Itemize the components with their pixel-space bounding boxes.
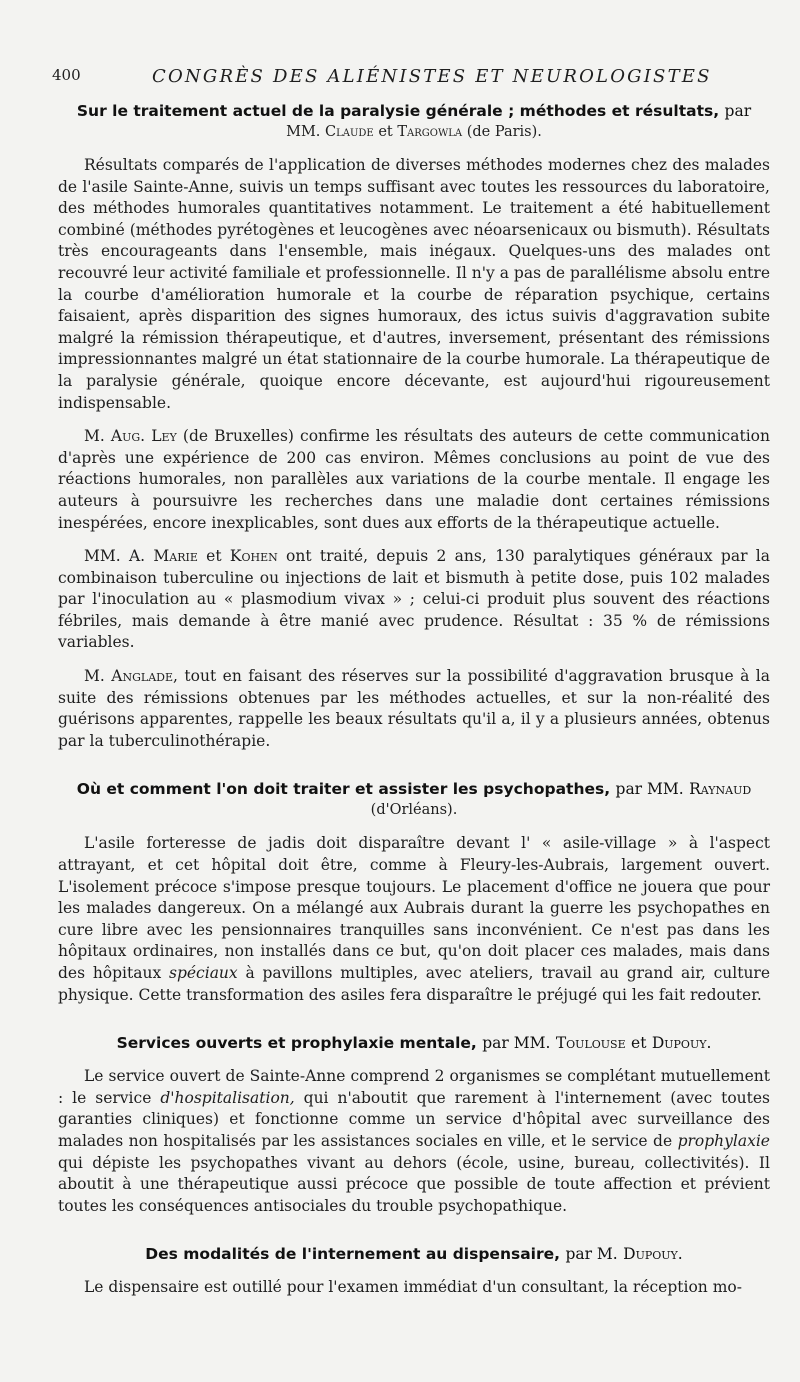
author-raynaud: Raynaud <box>689 780 752 799</box>
text-span: M. <box>84 667 105 686</box>
emphasis: d'hospitalisation, <box>160 1088 295 1107</box>
text-span: M. <box>84 427 105 446</box>
running-title: CONGRÈS DES ALIÉNISTES ET NEUROLOGISTES <box>152 66 712 87</box>
section-title-psychopathes <box>58 778 770 800</box>
authors-prefix: MM. <box>286 124 321 140</box>
text-span: ont traité, depuis 2 ans, 130 paralytiques généraux par la combinaison tuberculine ou injections de lait et bismuth à petite dose, puis 102 malades par l'inoculation au « plasmodium vivax » ; celui-ci produit plus souvent des réactions fébriles, mais demande à être manié avec prudence. Résultat : 35 % de rémissions variables. <box>58 547 770 652</box>
section-title-by: par MM. <box>482 1034 551 1053</box>
author-marie: Marie <box>153 547 198 566</box>
text-span: à pavillons multiples, avec ateliers, travail au grand air, culture physique. Cette transformation des asiles fera disparaître le préjugé qui les fait redouter. <box>58 964 771 1004</box>
section-title-text: Des modalités de l'internement au dispensaire, <box>145 1245 561 1264</box>
section-title-paralysie <box>58 100 770 122</box>
text-span: qui n'aboutit que rarement à l'internement (avec toutes garanties cliniques) et fonctionne comme un service d'hôpital avec surveillance des malades non hospitalisés par les assistances sociales en ville, et le service de <box>58 1088 770 1150</box>
text-span: L'asile forteresse de jadis doit disparaître devant l' « asile-village » à l'aspect attrayant, et cet hôpital doit être, comme à Fleury-les-Aubrais, largement ouvert. L'isolement précoce s'impose presque toujours. Le placement d'office ne jouera que pour les malades dangereux. On a mélangé aux Aubrais durant la guerre les psychopathes en cure libre avec les pensionnaires tranquilles sans inconvénient. Ce n'est pas dans les hôpitaux ordinaires, non installés dans ce but, qu'on doit placer ces malades, mais dans des hôpitaux <box>58 834 770 982</box>
section-title-by: par <box>724 102 752 120</box>
section-title-internement <box>58 1243 770 1265</box>
authors-and: et <box>378 124 393 140</box>
author-toulouse: Toulouse <box>555 1034 626 1053</box>
text-span: (de Bruxelles) confirme les résultats des auteurs de cette communication d'après une expérience de 200 cas environ. Mêmes conclusions au point de vue des réactions humorales, non parallèles aux variations de la courbe mentale. Il engage les auteurs à poursuivre les recherches dans une maladie dont certaines rémissions inespérées, encore inexplicables, sont dues aux efforts de la thérapeutique actuelle. <box>58 427 770 532</box>
author-anglade: Anglade <box>111 667 174 686</box>
author-dupouy: Dupouy. <box>623 1245 683 1264</box>
page-number: 400 <box>52 66 81 84</box>
paragraph <box>58 426 770 534</box>
text-span: qui dépiste les psychopathes vivant au dehors (école, usine, bureau, collectivités). Il aboutit à une thérapeutique aussi précoce que possible de toute affection et prévient toutes les conséquences antisociales du trouble psychopathique. <box>58 1153 770 1215</box>
author-targowla: Targowla <box>397 124 463 140</box>
section-title-by: par MM. <box>615 780 684 799</box>
authors-and: et <box>631 1034 647 1053</box>
paragraph <box>58 1066 770 1217</box>
paragraph: Résultats comparés de l'application de diverses méthodes modernes chez des malades de l'asile Sainte-Anne, suivis un temps suffisant avec toutes les ressources du laboratoire, des méthodes humorales quantitatives notamment. Le traitement a été habituellement combiné (méthodes pyrétogènes et leucogènes avec néoarsenicaux ou bismuth). Résultats très encourageants dans l'ensemble, mais inégaux. Quelques-uns des malades ont recouvré leur activité familiale et professionnelle. Il n'y a pas de parallélisme absolu entre la courbe d'amélioration humorale et la courbe de réparation psychique, certains faisaient, après disparition des signes humoraux, des ictus suivis d'aggravation subite malgré la rémission thérapeutique, et d'autres, inversement, présentant des rémissions impressionnantes malgré un état stationnaire de la courbe humorale. La thérapeutique de la paralysie générale, quoique encore décevante, est aujourd'hui rigoureusement indispensable. <box>58 156 770 412</box>
paragraph <box>58 546 770 654</box>
paragraph <box>58 833 770 1006</box>
paragraph: Le dispensaire est outillé pour l'examen immédiat d'un consultant, la réception mo- <box>84 1278 742 1297</box>
author-kohen: Kohen <box>229 547 278 566</box>
running-head <box>52 66 740 88</box>
page-content <box>58 100 770 1299</box>
author-ley: Aug. Ley <box>110 427 177 446</box>
authors-place: (de Paris). <box>466 124 542 140</box>
text-span: et <box>206 547 222 566</box>
text-span: Le service ouvert de Sainte-Anne comprend 2 organismes se complétant mutuellement : le service <box>58 1067 770 1107</box>
paragraph <box>58 666 770 752</box>
section-title-text: Où et comment l'on doit traiter et assister les psychopathes, <box>76 780 611 799</box>
author-dupouy: Dupouy. <box>651 1034 712 1053</box>
emphasis: spéciaux <box>169 964 238 982</box>
text-span: , tout en faisant des réserves sur la possibilité d'aggravation brusque à la suite des rémissions obtenues par les méthodes actuelles, et sur la non-réalité des guérisons apparentes, rappelle les beaux résultats qu'il a, il y a plusieurs années, obtenus par la tuberculinothérapie. <box>58 667 770 750</box>
author-claude: Claude <box>325 124 374 140</box>
section-title-by: par M. <box>565 1245 618 1264</box>
section-title-text: Sur le traitement actuel de la paralysie générale ; méthodes et résultats, <box>76 102 720 120</box>
section-title-text: Services ouverts et prophylaxie mentale, <box>116 1034 477 1053</box>
section-title-services <box>58 1032 770 1054</box>
section-authors <box>58 122 770 143</box>
section-authors: (d'Orléans). <box>370 802 458 819</box>
emphasis: prophylaxie <box>677 1131 770 1150</box>
text-span: MM. A. <box>84 547 146 566</box>
